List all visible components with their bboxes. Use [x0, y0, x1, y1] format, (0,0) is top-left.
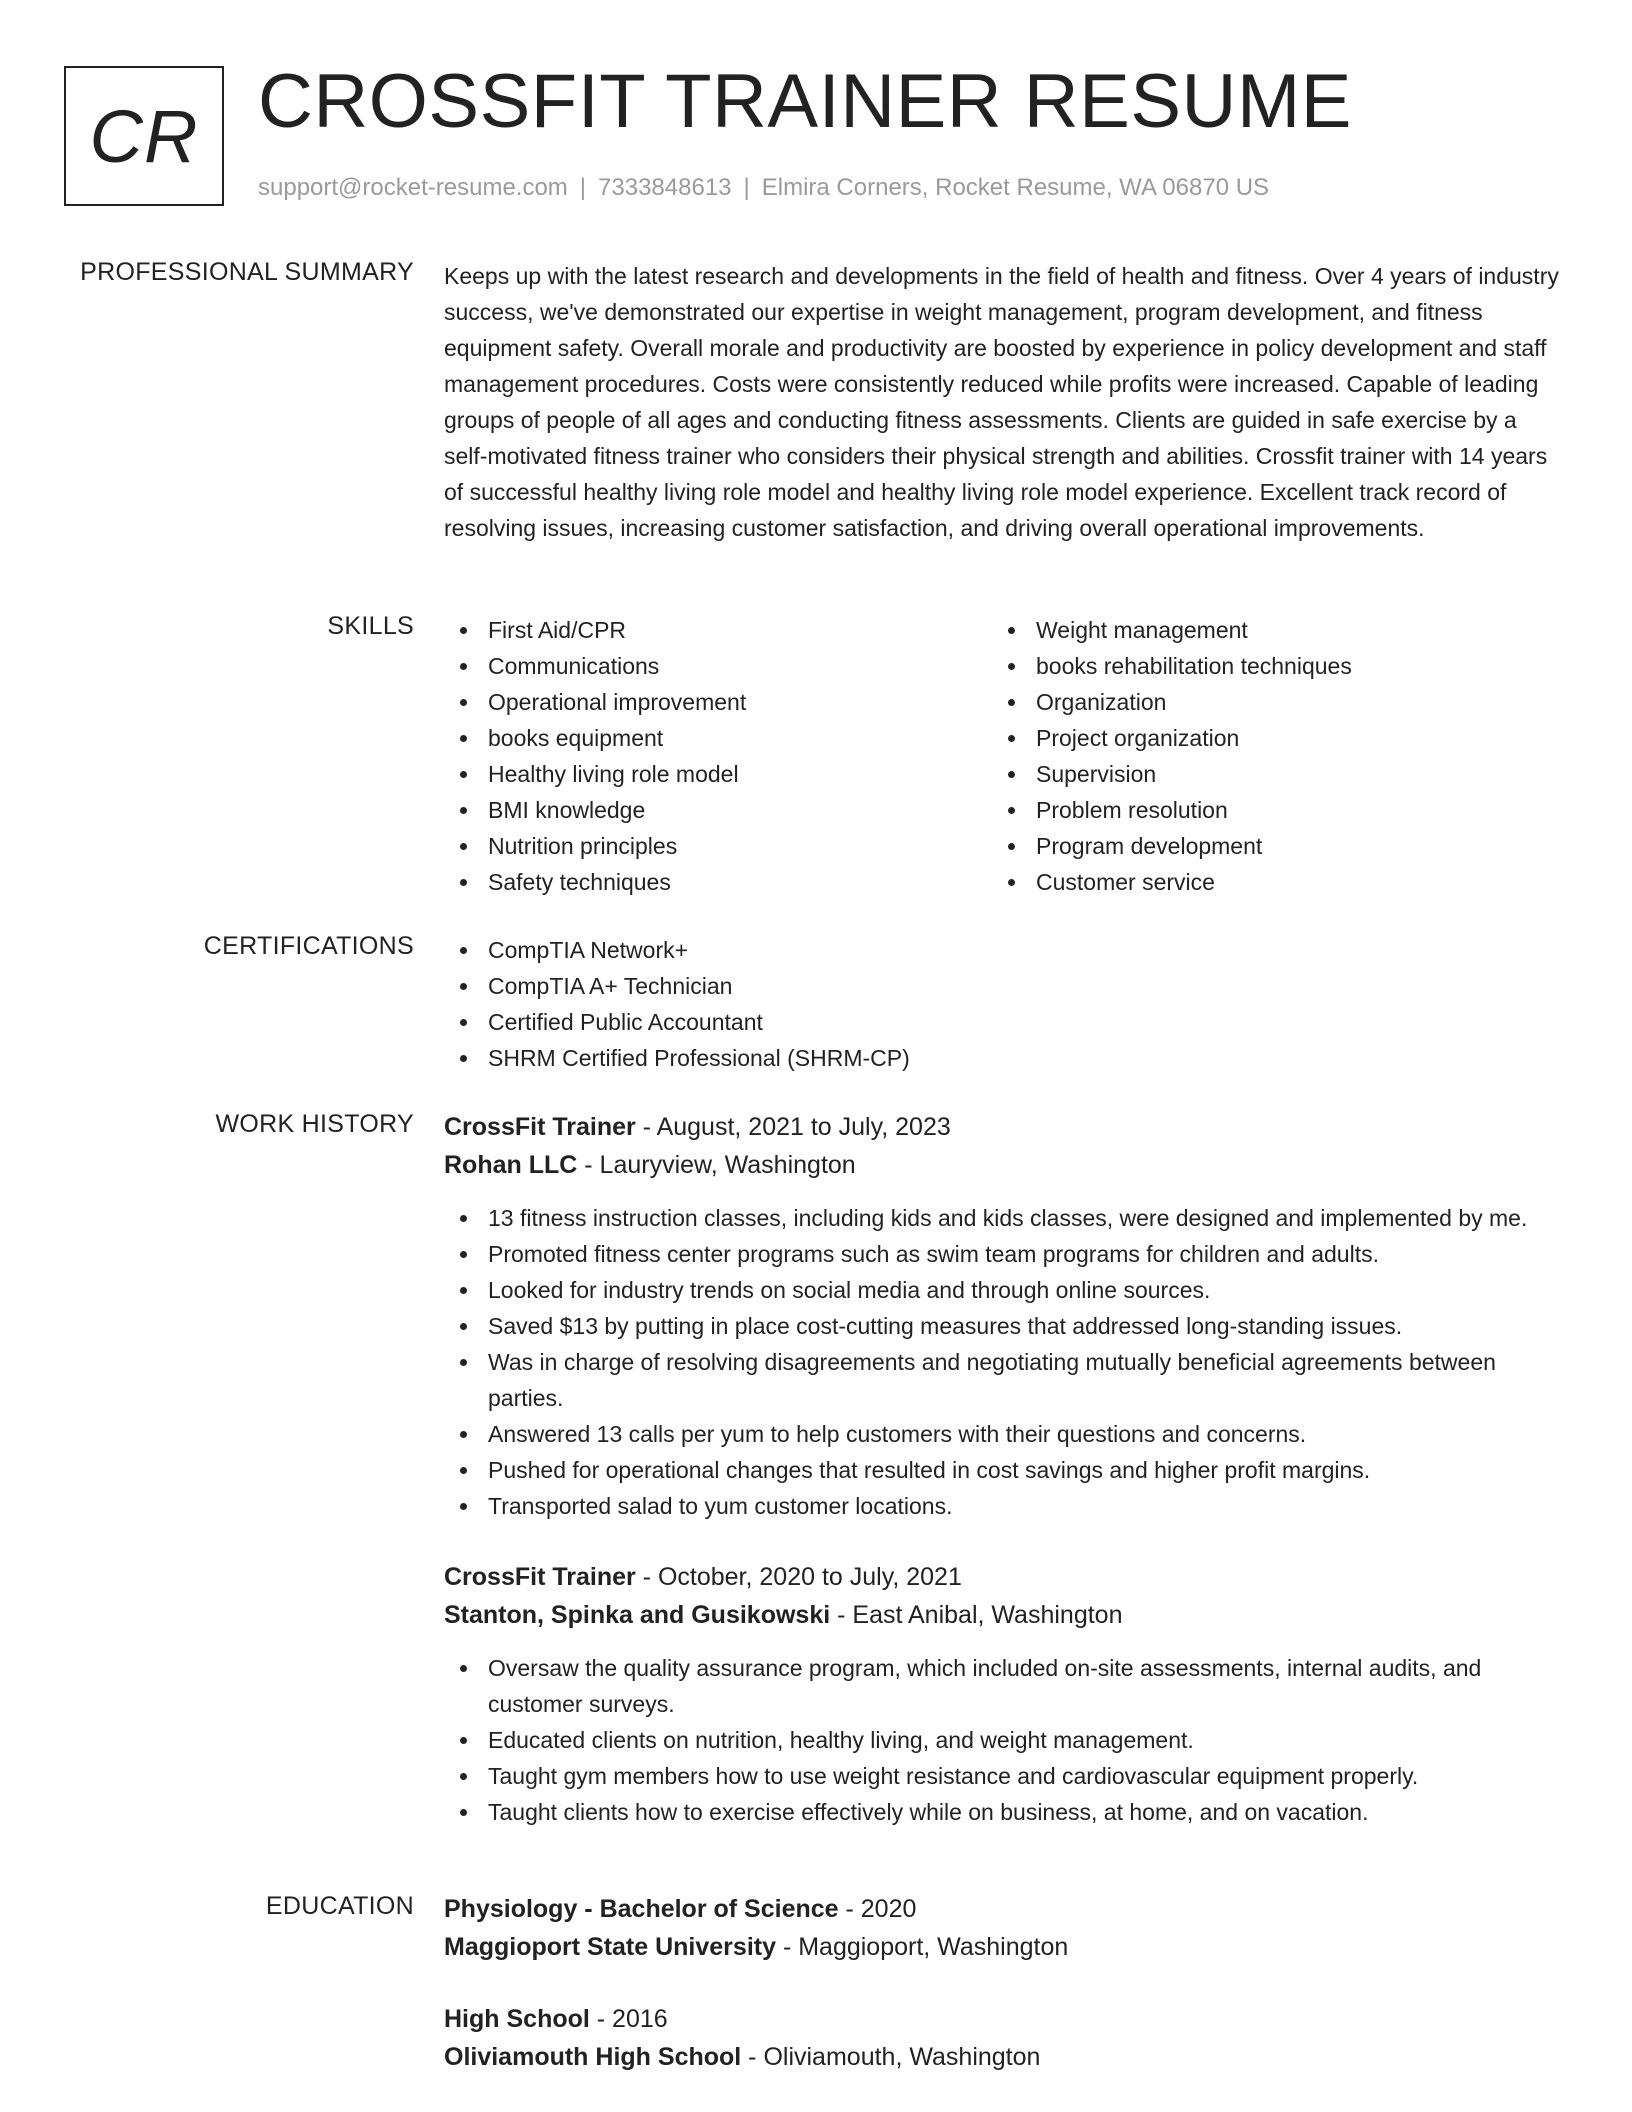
- section-label-skills: SKILLS: [327, 612, 414, 640]
- bullet-icon: [460, 1809, 467, 1816]
- section-label-certifications: CERTIFICATIONS: [203, 932, 414, 960]
- skill-item: Operational improvement: [444, 684, 992, 720]
- bullet-icon: [460, 735, 467, 742]
- job-title: CrossFit Trainer: [444, 1563, 636, 1591]
- skill-item: Customer service: [992, 864, 1540, 900]
- bullet-icon: [460, 699, 467, 706]
- page-title: CROSSFIT TRAINER RESUME: [258, 59, 1352, 144]
- monogram: CR: [89, 94, 199, 178]
- certification-item: Certified Public Accountant: [444, 1004, 1564, 1040]
- job-bullet: Oversaw the quality assurance program, which included on-site assessments, internal audits, and customer surveys.: [444, 1650, 1564, 1722]
- skill-item: Organization: [992, 684, 1540, 720]
- job-entry: [444, 1558, 1564, 1830]
- job-title-line: CrossFit Trainer - October, 2020 to July, 2021: [444, 1563, 962, 1591]
- edu-school-line: Maggioport State University - Maggioport, Washington: [444, 1933, 1069, 1961]
- edu-year: 2016: [612, 2005, 668, 2033]
- job-bullets: [444, 1200, 1564, 1524]
- bullet-icon: [460, 1359, 467, 1366]
- edu-degree: High School: [444, 2005, 590, 2033]
- bullet-icon: [460, 1287, 467, 1294]
- section-label-work: WORK HISTORY: [215, 1110, 414, 1138]
- bullet-icon: [460, 1215, 467, 1222]
- bullet-icon: [460, 1467, 467, 1474]
- contact-email: support@rocket-resume.com: [258, 174, 568, 201]
- bullet-icon: [460, 1503, 467, 1510]
- bullet-icon: [460, 947, 467, 954]
- certification-item: CompTIA Network+: [444, 932, 1564, 968]
- bullet-icon: [460, 843, 467, 850]
- section-label-education: EDUCATION: [265, 1892, 414, 1920]
- bullet-icon: [460, 1323, 467, 1330]
- education-entry: [444, 1890, 1564, 1966]
- skills-list-left: [444, 612, 992, 900]
- bullet-icon: [1008, 807, 1015, 814]
- bullet-icon: [460, 1055, 467, 1062]
- job-title: CrossFit Trainer: [444, 1113, 636, 1141]
- job-bullet: Taught gym members how to use weight resistance and cardiovascular equipment properly.: [444, 1758, 1564, 1794]
- job-entry: [444, 1108, 1564, 1524]
- job-bullet: Educated clients on nutrition, healthy living, and weight management.: [444, 1722, 1564, 1758]
- skill-item: Nutrition principles: [444, 828, 992, 864]
- bullet-icon: [460, 1737, 467, 1744]
- education-entry: [444, 2000, 1564, 2076]
- certifications-list: [444, 932, 1564, 1076]
- contact-separator: |: [579, 174, 587, 201]
- bullet-icon: [460, 983, 467, 990]
- bullet-icon: [1008, 771, 1015, 778]
- bullet-icon: [1008, 663, 1015, 670]
- skill-item: Program development: [992, 828, 1540, 864]
- edu-school-line: Oliviamouth High School - Oliviamouth, Washington: [444, 2043, 1041, 2071]
- contact-address: Elmira Corners, Rocket Resume, WA 06870 US: [761, 174, 1270, 201]
- summary-text: Keeps up with the latest research and developments in the field of health and fitness. Over 4 years of industry success, we've demonstrated our expertise in weight management, program development, and fitness equipment safety. Overall morale and productivity are boosted by experience in policy development and staff management procedures. Costs were consistently reduced while profits were increased. Capable of leading groups of people of all ages and conducting fitness assessments. Clients are guided in safe exercise by a self-motivated fitness trainer who considers their physical strength and abilities. Crossfit trainer with 14 years of successful healthy living role model and healthy living role model experience. Excellent track record of resolving issues, increasing customer satisfaction, and driving overall operational improvements.: [444, 263, 1559, 541]
- bullet-icon: [460, 771, 467, 778]
- job-bullet: Promoted fitness center programs such as swim team programs for children and adults.: [444, 1236, 1564, 1272]
- skill-item: First Aid/CPR: [444, 612, 992, 648]
- bullet-icon: [1008, 843, 1015, 850]
- skills-list-right: [992, 612, 1540, 900]
- job-bullet: 13 fitness instruction classes, including kids and kids classes, were designed and implemented by me.: [444, 1200, 1564, 1236]
- bullet-icon: [460, 1431, 467, 1438]
- job-dates: October, 2020 to July, 2021: [657, 1563, 962, 1591]
- bullet-icon: [460, 627, 467, 634]
- job-company-line: Rohan LLC - Lauryview, Washington: [444, 1151, 856, 1179]
- job-location: Lauryview, Washington: [599, 1151, 856, 1179]
- job-bullet: Was in charge of resolving disagreements and negotiating mutually beneficial agreements between parties.: [444, 1344, 1564, 1416]
- bullet-icon: [1008, 699, 1015, 706]
- job-bullet: Saved $13 by putting in place cost-cutting measures that addressed long-standing issues.: [444, 1308, 1564, 1344]
- job-bullet: Taught clients how to exercise effectively while on business, at home, and on vacation.: [444, 1794, 1564, 1830]
- skill-item: Weight management: [992, 612, 1540, 648]
- edu-location: Maggioport, Washington: [798, 1933, 1069, 1961]
- edu-degree-line: High School - 2016: [444, 2005, 668, 2033]
- job-location: East Anibal, Washington: [852, 1601, 1123, 1629]
- job-bullet: Answered 13 calls per yum to help customers with their questions and concerns.: [444, 1416, 1564, 1452]
- job-bullets: [444, 1650, 1564, 1830]
- resume-header: [64, 59, 1604, 212]
- bullet-icon: [460, 1773, 467, 1780]
- skill-item: Healthy living role model: [444, 756, 992, 792]
- contact-phone: 7333848613: [598, 174, 732, 201]
- bullet-icon: [460, 1019, 467, 1026]
- bullet-icon: [1008, 879, 1015, 886]
- edu-year: 2020: [860, 1895, 917, 1923]
- bullet-icon: [1008, 735, 1015, 742]
- job-company: Stanton, Spinka and Gusikowski: [444, 1601, 831, 1629]
- edu-degree: Physiology - Bachelor of Science: [444, 1895, 839, 1923]
- bullet-icon: [1008, 627, 1015, 634]
- certification-item: SHRM Certified Professional (SHRM-CP): [444, 1040, 1564, 1076]
- skill-item: Communications: [444, 648, 992, 684]
- bullet-icon: [460, 663, 467, 670]
- job-company: Rohan LLC: [444, 1151, 578, 1179]
- job-company-line: Stanton, Spinka and Gusikowski - East Anibal, Washington: [444, 1601, 1123, 1629]
- job-bullet: Looked for industry trends on social media and through online sources.: [444, 1272, 1564, 1308]
- skill-item: books rehabilitation techniques: [992, 648, 1540, 684]
- edu-school: Oliviamouth High School: [444, 2043, 742, 2071]
- job-dates: August, 2021 to July, 2023: [656, 1113, 951, 1141]
- bullet-icon: [460, 1665, 467, 1672]
- edu-degree-line: Physiology - Bachelor of Science - 2020: [444, 1895, 917, 1923]
- skill-item: BMI knowledge: [444, 792, 992, 828]
- bullet-icon: [460, 1251, 467, 1258]
- job-bullet: Transported salad to yum customer locations.: [444, 1488, 1564, 1524]
- skill-item: Safety techniques: [444, 864, 992, 900]
- monogram-box: [64, 66, 224, 206]
- contact-line: [258, 174, 1269, 202]
- skill-item: Problem resolution: [992, 792, 1540, 828]
- bullet-icon: [460, 807, 467, 814]
- job-title-line: CrossFit Trainer - August, 2021 to July, 2023: [444, 1113, 951, 1141]
- edu-school: Maggioport State University: [444, 1933, 776, 1961]
- section-label-summary: PROFESSIONAL SUMMARY: [80, 258, 414, 286]
- bullet-icon: [460, 879, 467, 886]
- contact-separator: |: [743, 174, 750, 201]
- edu-location: Oliviamouth, Washington: [763, 2043, 1041, 2071]
- job-bullet: Pushed for operational changes that resulted in cost savings and higher profit margins.: [444, 1452, 1564, 1488]
- certification-item: CompTIA A+ Technician: [444, 968, 1564, 1004]
- skill-item: books equipment: [444, 720, 992, 756]
- skill-item: Supervision: [992, 756, 1540, 792]
- skill-item: Project organization: [992, 720, 1540, 756]
